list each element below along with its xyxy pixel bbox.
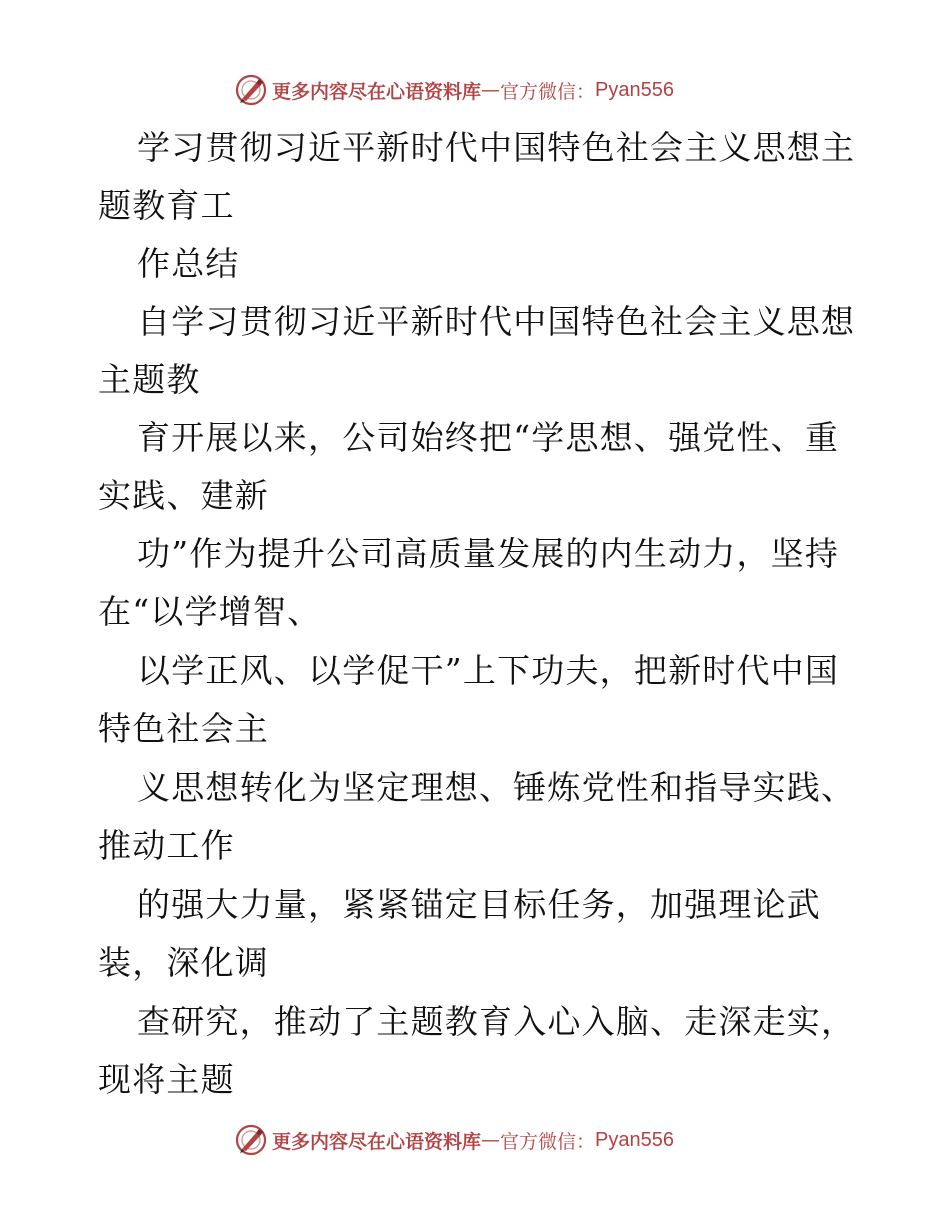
pen-logo-icon — [234, 1123, 268, 1157]
text-line: 题教育工 — [98, 186, 235, 225]
footer-banner — [234, 1120, 674, 1160]
banner-title: 更多内容尽在心语资料库 — [272, 80, 482, 103]
text-line: 推动工作 — [98, 826, 235, 865]
text-line: 育开展以来，公司始终把“学思想、强党性、重 — [137, 418, 840, 457]
banner-title: 更多内容尽在心语资料库 — [272, 1130, 482, 1153]
banner-dash: — — [481, 1129, 501, 1151]
text-line: 作总结 — [137, 244, 240, 283]
text-line: 现将主题 — [98, 1060, 235, 1099]
banner-wechat-label: 官方微信： — [500, 1130, 596, 1153]
text-line: 在“以学增智、 — [98, 592, 322, 631]
text-line: 主题教 — [98, 360, 201, 399]
banner-wechat-id: Pyan556 — [595, 78, 674, 101]
text-line: 查研究，推动了主题教育入心入脑、走深走实， — [137, 1002, 856, 1041]
pen-logo-icon — [234, 73, 268, 107]
text-line: 实践、建新 — [98, 476, 269, 515]
banner-wechat-id: Pyan556 — [595, 1128, 674, 1151]
text-line: 以学正风、以学促干”上下功夫，把新时代中国 — [137, 651, 840, 690]
header-banner — [234, 70, 674, 110]
text-line: 自学习贯彻习近平新时代中国特色社会主义思想 — [137, 302, 856, 341]
text-line: 功”作为提升公司高质量发展的内生动力，坚持 — [137, 534, 840, 573]
text-line: 义思想转化为坚定理想、锤炼党性和指导实践、 — [137, 768, 856, 807]
banner-wechat-label: 官方微信： — [500, 80, 596, 103]
text-line: 学习贯彻习近平新时代中国特色社会主义思想主 — [137, 128, 856, 167]
text-line: 特色社会主 — [98, 709, 269, 748]
text-line: 装，深化调 — [98, 943, 269, 982]
banner-dash: — — [481, 79, 501, 101]
text-line: 的强大力量，紧紧锚定目标任务，加强理论武 — [137, 885, 821, 924]
